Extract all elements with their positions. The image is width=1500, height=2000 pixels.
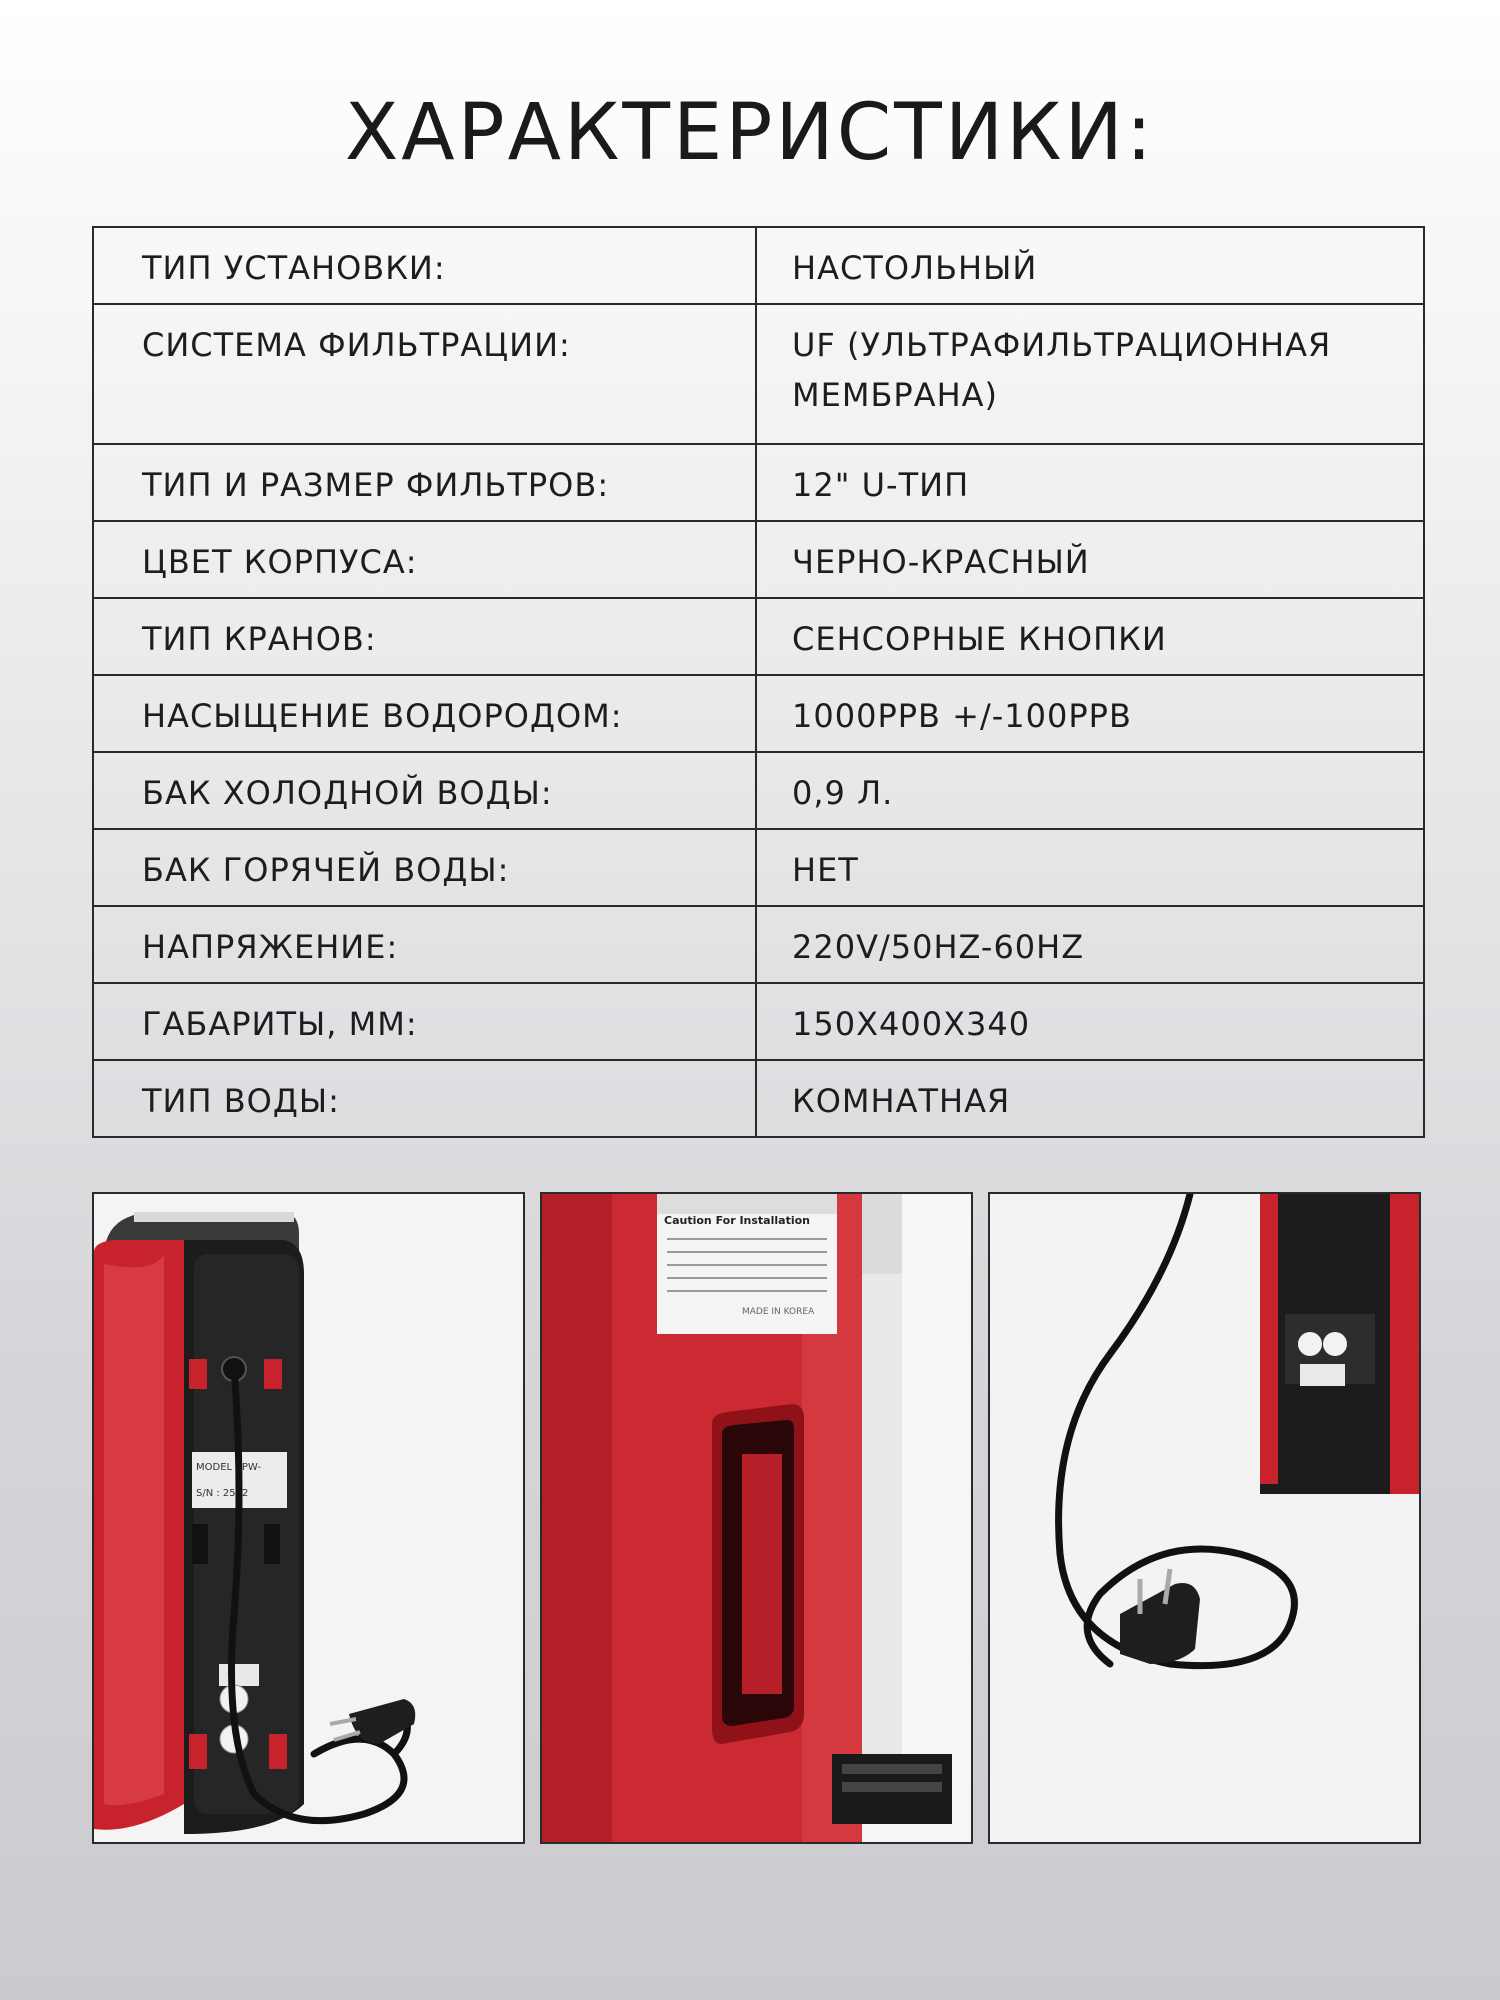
caution-label-title: Caution For Installation: [664, 1214, 810, 1227]
spec-value: СЕНСОРНЫЕ КНОПКИ: [756, 598, 1424, 675]
table-row: [93, 752, 1424, 829]
spec-value: 12" U-ТИП: [756, 444, 1424, 521]
spec-label: ЦВЕТ КОРПУСА:: [93, 521, 756, 598]
spec-value: 150X400X340: [756, 983, 1424, 1060]
spec-table: [92, 226, 1425, 1138]
spec-value: 0,9 Л.: [756, 752, 1424, 829]
spec-label: БАК ХОЛОДНОЙ ВОДЫ:: [93, 752, 756, 829]
table-row: [93, 1060, 1424, 1137]
table-row: [93, 304, 1424, 444]
spec-label: ТИП КРАНОВ:: [93, 598, 756, 675]
table-row: [93, 983, 1424, 1060]
spec-label: НАПРЯЖЕНИЕ:: [93, 906, 756, 983]
page-title: ХАРАКТЕРИСТИКИ:: [344, 88, 1156, 178]
product-photo-back: [92, 1192, 525, 1844]
spec-label: НАСЫЩЕНИЕ ВОДОРОДОМ:: [93, 675, 756, 752]
spec-value: UF (УЛЬТРАФИЛЬТРАЦИОННАЯ МЕМБРАНА): [756, 304, 1424, 444]
product-cord-illustration: [990, 1194, 1419, 1842]
spec-label: ТИП ВОДЫ:: [93, 1060, 756, 1137]
product-photo-cord: [988, 1192, 1421, 1844]
product-side-illustration: [542, 1194, 971, 1842]
table-row: [93, 906, 1424, 983]
table-row: [93, 675, 1424, 752]
product-back-illustration: [94, 1194, 523, 1842]
table-row: [93, 444, 1424, 521]
table-row: [93, 598, 1424, 675]
spec-label: ТИП И РАЗМЕР ФИЛЬТРОВ:: [93, 444, 756, 521]
spec-value: НАСТОЛЬНЫЙ: [756, 227, 1424, 304]
table-row: [93, 227, 1424, 304]
spec-label: БАК ГОРЯЧЕЙ ВОДЫ:: [93, 829, 756, 906]
spec-value: 220V/50HZ-60HZ: [756, 906, 1424, 983]
product-photo-side: [540, 1192, 973, 1844]
table-row: [93, 829, 1424, 906]
spec-value: ЧЕРНО-КРАСНЫЙ: [756, 521, 1424, 598]
table-row: [93, 521, 1424, 598]
serial-label: S/N : 2502: [196, 1488, 249, 1499]
made-in-label: MADE IN KOREA: [742, 1307, 815, 1317]
spec-value: КОМНАТНАЯ: [756, 1060, 1424, 1137]
spec-label: ТИП УСТАНОВКИ:: [93, 227, 756, 304]
model-label: MODEL : PW-: [196, 1462, 261, 1473]
spec-label: СИСТЕМА ФИЛЬТРАЦИИ:: [93, 304, 756, 444]
spec-label: ГАБАРИТЫ, ММ:: [93, 983, 756, 1060]
spec-value: 1000PPB +/-100PPB: [756, 675, 1424, 752]
spec-value: НЕТ: [756, 829, 1424, 906]
